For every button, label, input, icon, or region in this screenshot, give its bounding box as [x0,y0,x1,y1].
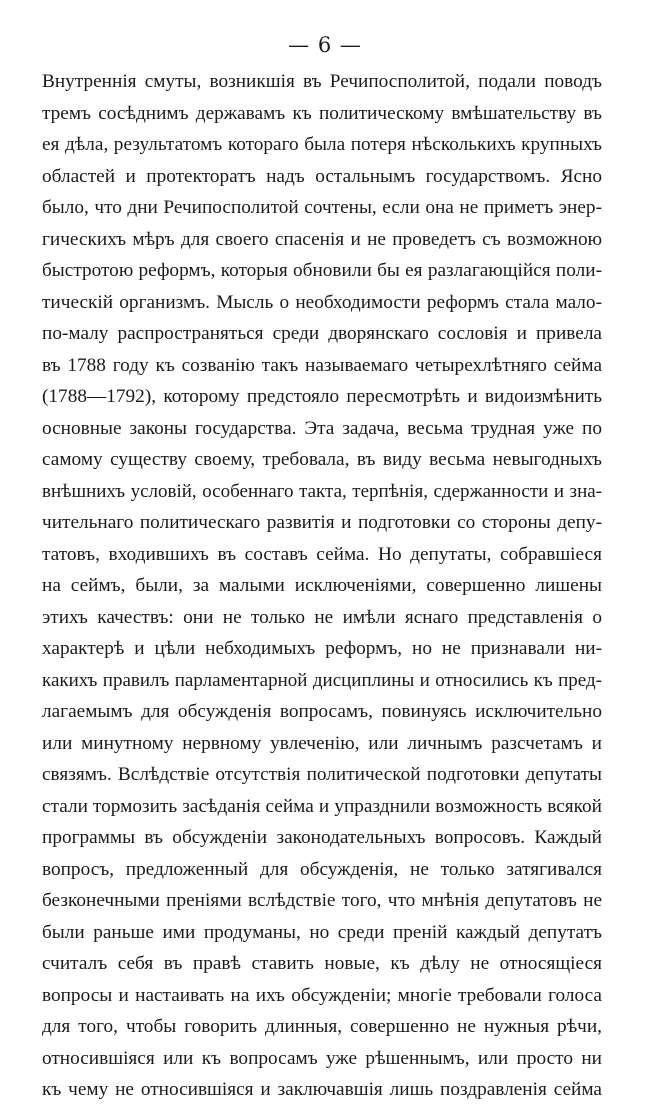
text-line: (1788—1792), которому предстояло пересмотрѣть и видоизмѣнить [42,386,602,407]
body-text [42,66,602,1106]
text-line: на сеймъ, были, за малыми исключеніями, совершенно лишены [42,575,602,596]
text-line: вопросъ, предложенный для обсужденія, не только затягивался [42,858,602,880]
text-line: Внутреннія смуты, возникшія въ Речипосполитой, подали поводъ [42,71,602,92]
text-line: чительнаго политическаго развитія и подготовки со стороны депу- [42,512,602,533]
text-line: гическихъ мѣръ для своего спасенія и не проведетъ съ возможною [42,228,602,250]
text-line: или минутному нервному увлеченію, или личнымъ разсчетамъ и [42,732,602,754]
text-line: областей и протекторатъ надъ остальнымъ государствомъ. Ясно [42,165,602,187]
text-line: этихъ качествъ: они не только не имѣли яснаго представленія о [42,606,602,628]
text-line: относившіяся или къ вопросамъ уже рѣшеннымъ, или просто ни [42,1047,602,1069]
text-line: внѣшнихъ условій, особеннаго такта, терпѣнія, сдержанности и зна- [42,480,602,502]
text-line: къ чему не относившіяся и заключавшія лишь поздравленія сейма [42,1079,602,1100]
text-line: характерѣ и цѣли небходимыхъ реформъ, но не признавали ни- [42,638,602,659]
text-line: какихъ правилъ парламентарной дисциплины и относились къ пред- [42,669,602,691]
text-line: для того, чтобы говорить длинныя, совершенно не нужныя рѣчи, [42,1016,602,1037]
text-line: программы въ обсужденіи законодательныхъ вопросовъ. Каждый [42,827,602,848]
text-line: тремъ сосѣднимъ державамъ къ политическому вмѣшательству въ [42,102,602,124]
text-line: быстротою реформъ, которыя обновили бы ея разлагающійся поли- [42,260,602,281]
text-line: ея дѣла, результатомъ котораго была потеря нѣсколькихъ крупныхъ [42,134,602,155]
text-line: тическій организмъ. Мысль о необходимости реформъ стала мало- [42,291,602,313]
text-line: считалъ себя въ правѣ ставить новые, къ дѣлу не относящіеся [42,953,602,974]
text-line: безконечными преніями вслѣдствіе того, что мнѣнія депутатовъ не [42,890,602,911]
text-line: татовъ, входившихъ въ составъ сейма. Но депутаты, собравшіеся [42,543,602,565]
text-line: въ 1788 году къ созванію такъ называемаго четырехлѣтняго сейма [42,354,602,376]
text-line: самому существу своему, требовала, въ виду весьма невыгодныхъ [42,449,602,470]
text-line: лагаемымъ для обсужденія вопросамъ, повинуясь исключительно [42,701,602,722]
text-line: вопросы и настаивать на ихъ обсужденіи; многіе требовали голоса [42,984,602,1006]
text-line: стали тормозить засѣданія сейма и упразднили возможность всякой [42,795,602,817]
text-line: было, что дни Речипосполитой сочтены, если она не приметъ энер- [42,197,602,218]
text-line: были раньше ими продуманы, но среди преній каждый депутатъ [42,921,602,943]
text-line: основные законы государства. Эта задача, весьма трудная уже по [42,417,602,439]
page-number: — 6 — [288,33,362,57]
text-line: связямъ. Вслѣдствіе отсутствія политической подготовки депутаты [42,764,602,785]
text-line: по-малу распространяться среди дворянскаго сословія и привела [42,323,602,344]
